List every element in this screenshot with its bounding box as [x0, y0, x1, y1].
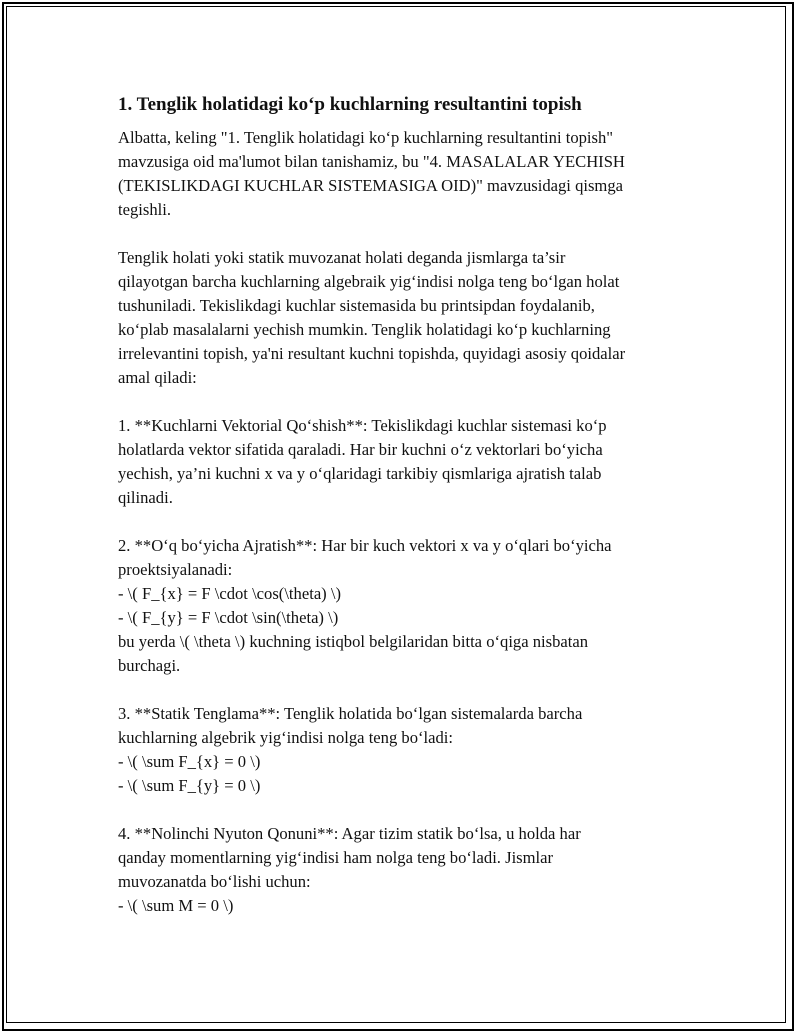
paragraph-rule-4: 4. **Nolinchi Nyuton Qonuni**: Agar tizim statik bo‘lsa, u holda har qanday momentlarning yig‘indisi ham nolga teng bo‘ladi. Jismlar muvozanatda bo‘lishi uchun: - \( \sum M = 0 \): [118, 824, 581, 915]
paragraph-spacer: [118, 390, 688, 414]
paragraph-spacer: [118, 510, 688, 534]
paragraph-spacer: [118, 678, 688, 702]
paragraph-intro: Albatta, keling "1. Tenglik holatidagi ko‘p kuchlarning resultantini topish" mavzusiga oid ma'lumot bilan tanishamiz, bu "4. MASALALAR YECHISH (TEKISLIKDAGI KUCHLAR SISTEMASIGA OID)" mavzusidagi qismga tegishli.: [118, 128, 625, 219]
document-body: [118, 92, 688, 918]
paragraph-definition: Tenglik holati yoki statik muvozanat holati deganda jismlarga ta’sir qilayotgan barcha kuchlarning algebraik yig‘indisi nolga teng bo‘lgan holat tushuniladi. Tekislikdagi kuchlar sistemasida bu printsipdan foydalanib, ko‘plab masalalarni yechish mumkin. Tenglik holatidagi ko‘p kuchlarning irrelevantini topish, ya'ni resultant kuchni topishda, quyidagi asosiy qoidalar amal qiladi:: [118, 248, 626, 387]
paragraph-rule-1: 1. **Kuchlarni Vektorial Qo‘shish**: Tekislikdagi kuchlar sistemasi ko‘p holatlarda vektor sifatida qaraladi. Har bir kuchni o‘z vektorlari bo‘yicha yechish, ya’ni kuchni x va y o‘qlaridagi tarkibiy qismlariga ajratish talab qilinadi.: [118, 416, 607, 507]
paragraph-spacer: [118, 798, 688, 822]
paragraph-rule-2: 2. **O‘q bo‘yicha Ajratish**: Har bir kuch vektori x va y o‘qlari bo‘yicha proektsiyalanadi: - \( F_{x} = F \cdot \cos(\theta) \) - \( F_{y} = F \cdot \sin(\theta) \) bu yerda \( \theta \) kuchning istiqbol belgilaridan bitta o‘qiga nisbatan burchagi.: [118, 536, 612, 675]
document-title: 1. Tenglik holatidagi ko‘p kuchlarning resultantini topish: [118, 94, 582, 115]
paragraph-rule-3: 3. **Statik Tenglama**: Tenglik holatida bo‘lgan sistemalarda barcha kuchlarning algebrik yig‘indisi nolga teng bo‘ladi: - \( \sum F_{x} = 0 \) - \( \sum F_{y} = 0 \): [118, 704, 583, 795]
paragraph-spacer: [118, 222, 688, 246]
